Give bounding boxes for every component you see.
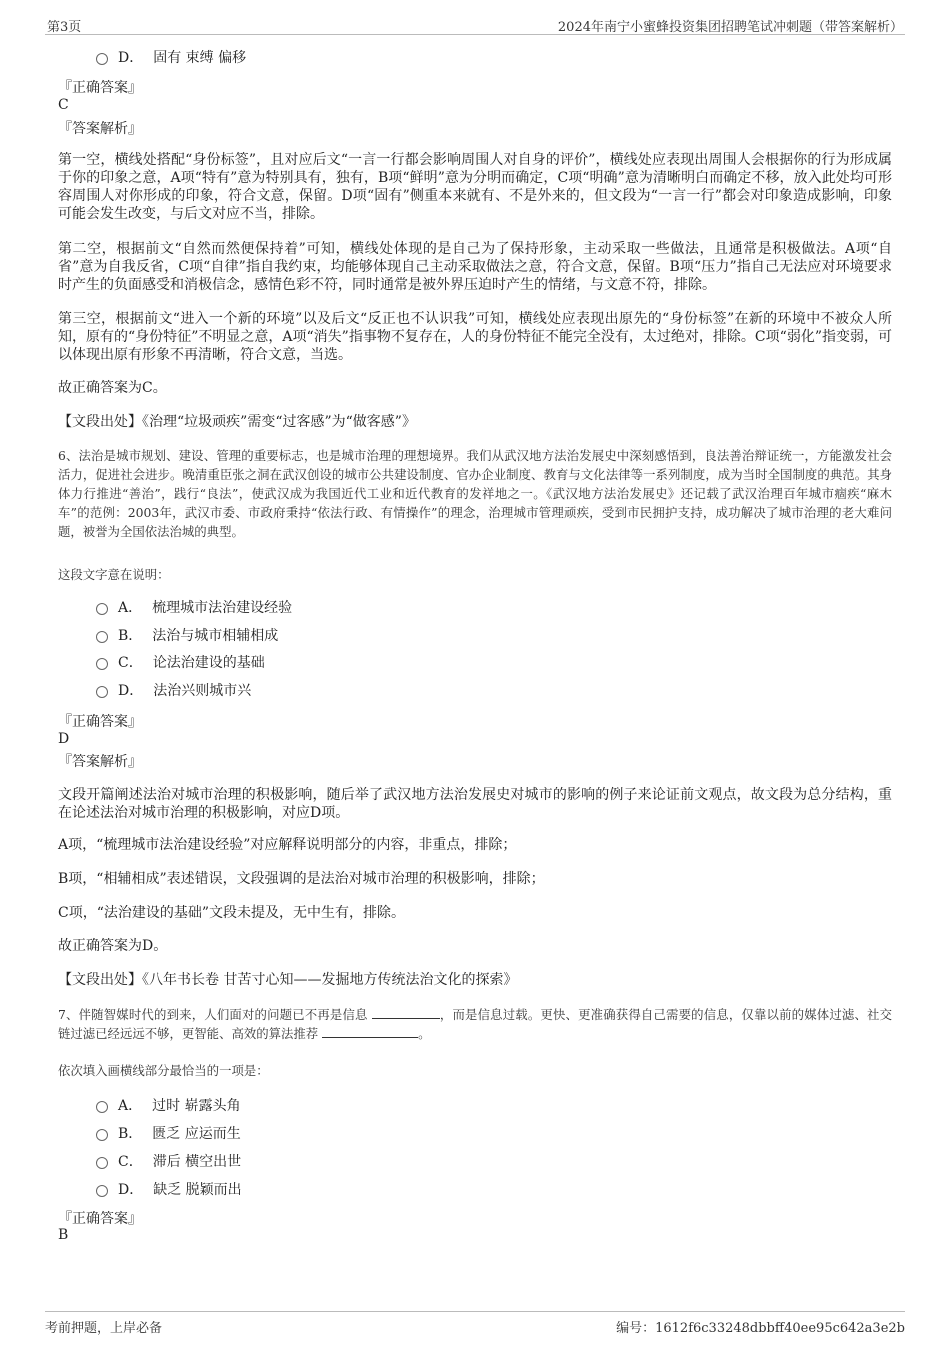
analysis-label: 『答案解析』	[58, 121, 142, 137]
q6-conclusion: 故正确答案为D。	[58, 938, 168, 954]
q7-option-b[interactable]: B． 匮乏 应运而生	[96, 1123, 241, 1143]
radio-icon[interactable]	[96, 53, 108, 65]
q7-stem: 7、伴随智媒时代的到来，人们面对的问题已不再是信息 ，而是信息过载。更快、更准确获得自己需要的信息，仅靠以前的媒体过滤、社交链过滤已经远远不够，更智能、高效的算法推荐 。	[58, 1007, 893, 1041]
radio-icon[interactable]	[96, 1157, 108, 1169]
document-title: 2024年南宁小蜜蜂投资集团招聘笔试冲刺题（带答案解析）	[557, 20, 903, 35]
q5-answer: C	[58, 97, 69, 113]
q5-analysis-p1: 第一空，横线处搭配“身份标签”，且对应后文“一言一行都会影响周围人对自身的评价”，横线处应表现出周围人会根据你的行为形成属于你的印象之意，A项“特有”意为特别具有，独有，B项“鲜明”意为分明而确定，C项“明确”意为清晰明白而确定不移，放入此处均可形容周围人对你形成的印象，符合文意，保留。D项“固有”侧重本来就有、不是外来的，但文段为“一言一行”都会对印象造成影响，印象可能会发生改变，与后文对应不当，排除。	[58, 152, 892, 222]
q7-option-d[interactable]: D． 缺乏 脱颖而出	[96, 1179, 242, 1199]
document-code: 编号：1612f6c33248dbbff40ee95c642a3e2b	[616, 1321, 905, 1336]
blank-2	[322, 1025, 418, 1038]
q6-prompt: 这段文字意在说明：	[58, 567, 170, 582]
answer-label: 『正确答案』	[58, 1211, 142, 1227]
radio-icon[interactable]	[96, 603, 108, 615]
q6-answer: D	[58, 731, 70, 747]
q6-option-c[interactable]: C． 论法治建设的基础	[96, 652, 265, 672]
radio-icon[interactable]	[96, 1101, 108, 1113]
q7-option-a[interactable]: A． 过时 崭露头角	[96, 1095, 241, 1115]
q7-prompt: 依次填入画横线部分最恰当的一项是：	[58, 1063, 269, 1078]
page-header	[45, 14, 905, 35]
radio-icon[interactable]	[96, 686, 108, 698]
blank-1	[372, 1006, 440, 1019]
radio-icon[interactable]	[96, 631, 108, 643]
radio-icon[interactable]	[96, 1185, 108, 1197]
q5-analysis-p2: 第二空，根据前文“自然而然便保持着”可知，横线处体现的是自己为了保持形象，主动采取一些做法，且通常是积极做法。A项“自省”意为自我反省，C项“自律”指自我约束，均能够体现自己主动采取做法之意，符合文意，保留。B项“压力”指自己无法应对环境要求时产生的负面感受和消极信念，感情色彩不符，同时通常是被外界压迫时产生的情绪，与文意不符，排除。	[58, 241, 892, 293]
q7-option-c[interactable]: C． 滞后 横空出世	[96, 1151, 241, 1171]
footer-slogan: 考前押题，上岸必备	[45, 1321, 163, 1336]
answer-label: 『正确答案』	[58, 714, 142, 730]
q6-analysis-p2: A项，“梳理城市法治建设经验”对应解释说明部分的内容，非重点，排除；	[58, 837, 517, 853]
q5-option-d[interactable]: D． 固有 束缚 偏移	[96, 47, 246, 67]
radio-icon[interactable]	[96, 1129, 108, 1141]
q6-analysis-p1: 文段开篇阐述法治对城市治理的积极影响，随后举了武汉地方法治发展史对城市的影响的例子来论证前文观点，故文段为总分结构，重在论述法治对城市治理的积极影响，对应D项。	[58, 787, 892, 821]
radio-icon[interactable]	[96, 658, 108, 670]
analysis-label: 『答案解析』	[58, 754, 142, 770]
q6-analysis-p4: C项，“法治建设的基础”文段未提及，无中生有，排除。	[58, 905, 406, 921]
q6-analysis-p3: B项，“相辅相成”表述错误，文段强调的是法治对城市治理的积极影响，排除；	[58, 871, 545, 887]
q6-stem: 6、法治是城市规划、建设、管理的重要标志，也是城市治理的理想境界。我们从武汉地方法治发展史中深刻感悟到，良法善治辩证统一，方能激发社会活力，促进社会进步。晚清重臣张之洞在武汉创设的城市公共建设制度、官办企业制度、教育与文化法律等一系列制度，成为当时全国制度的典范。其身体力行推进“善治”，践行“良法”，使武汉成为我国近代工业和近代教育的发祥地之一。《武汉地方法治发展史》还记载了武汉治理百年城市痼疾“麻木车”的范例：2003年，武汉市委、市政府秉持“依法行政、有情操作”的理念，治理城市管理顽疾，受到市民拥护支持，成功解决了城市治理的老大难问题，被誉为全国依法治城的典型。	[58, 448, 892, 539]
page-footer	[45, 1311, 905, 1338]
q6-option-b[interactable]: B． 法治与城市相辅相成	[96, 625, 278, 645]
q5-analysis-p3: 第三空，根据前文“进入一个新的环境”以及后文“反正也不认识我”可知，横线处应表现出原先的“身份标签”在新的环境中不被众人所知，原有的“身份特征”不明显之意，A项“消失”指事物不复存在，人的身份特征不能完全没有，太过绝对，排除。C项“弱化”指变弱，可以体现出原有形象不再清晰，符合文意，当选。	[58, 311, 892, 363]
q7-answer: B	[58, 1227, 69, 1243]
q6-option-d[interactable]: D． 法治兴则城市兴	[96, 680, 251, 700]
q5-source: 【文段出处】《治理“垃圾顽疾”需变“过客感”为“做客感”》	[58, 414, 416, 430]
page-number: 第3页	[47, 20, 82, 35]
q6-source: 【文段出处】《八年书长卷 甘苦寸心知——发掘地方传统法治文化的探索》	[58, 972, 518, 988]
q5-conclusion: 故正确答案为C。	[58, 380, 167, 396]
q6-option-a[interactable]: A． 梳理城市法治建设经验	[96, 597, 292, 617]
answer-label: 『正确答案』	[58, 80, 142, 96]
